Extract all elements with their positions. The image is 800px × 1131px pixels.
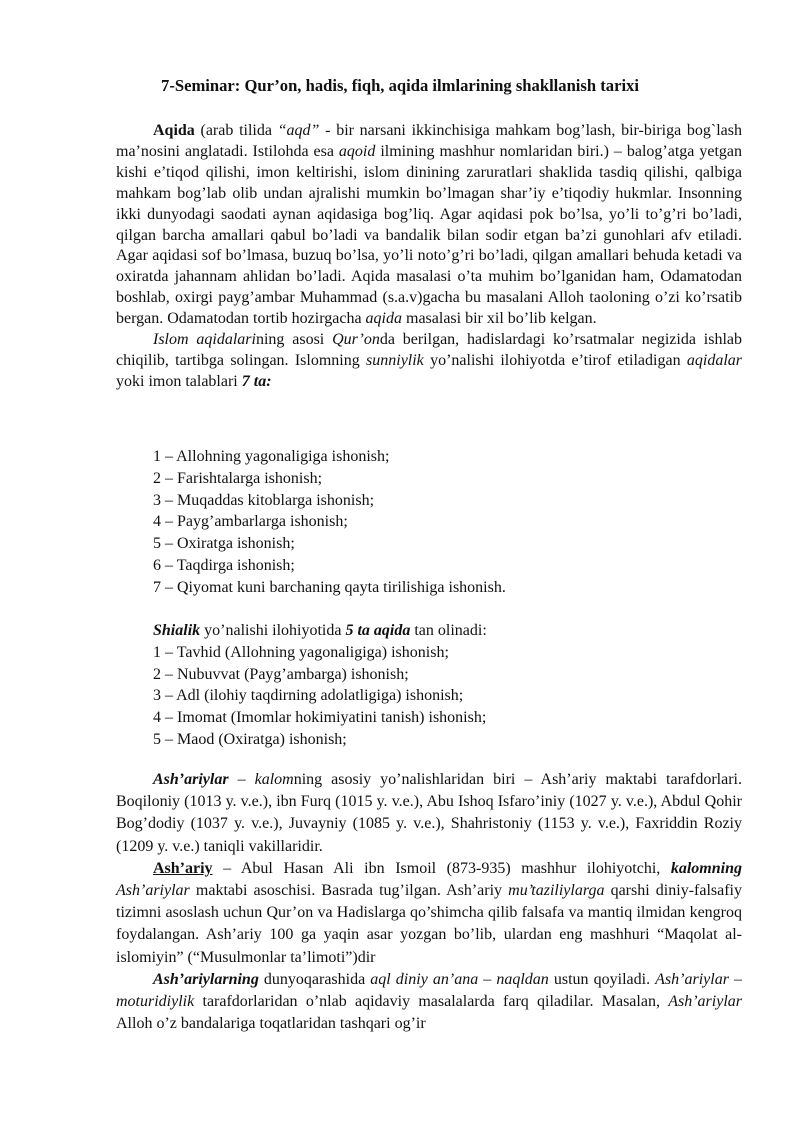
text-run: yoki imon talablari (116, 372, 242, 390)
term-islom-aqidalari: Islom aqidalari (153, 331, 256, 349)
list-item: 2 – Farishtalarga ishonish; (153, 469, 323, 487)
intro-block (116, 121, 742, 393)
term-ashariylar-italic-2: Ash’ariylar (668, 993, 742, 1011)
text-run: ning asosi (255, 331, 333, 349)
term-shialik: Shialik (153, 622, 201, 639)
text-run: (arab tilida (194, 122, 278, 139)
text-run: qarshi diniy-falsafiy tizimni asoslash uchun Qur’on va Hadislarga qo’shimcha qilib falsafa va mantiq ilmidan kengroq foydalangan. Ash’ariy 100 ga yaqin asar yozgan bo’lib, ulardan eng mashhuri “Maqolat al-islomiyin” (“Musulmonlar ta’limoti”)dir (116, 882, 742, 966)
text-run: masalasi bir xil bo’lib kelgan. (402, 310, 597, 328)
list-item: 5 – Maod (Oxiratga) ishonish; (153, 730, 347, 748)
sunni-aqida-list (153, 446, 742, 599)
asharia-block (116, 769, 742, 1035)
text-run: tarafdorlaridan o’nlab aqidaviy masalalarda farq qiladilar. Masalan, (194, 993, 669, 1011)
list-item: 1 – Allohning yagonaligiga ishonish; (153, 448, 390, 465)
text-run: tan olinadi: (410, 622, 487, 639)
count-five: 5 ta aqida (345, 622, 411, 639)
list-item: 7 – Qiyomat kuni barchaning qayta tirilishiga ishonish. (153, 578, 506, 596)
text-run: maktabi asoschisi. Basrada tug’ilgan. Ash’ariy (189, 882, 509, 900)
ashariylarning-paragraph (116, 969, 742, 1036)
text-run: ning asosiy yo’nalishlaridan biri – Ash’ariy maktabi tarafdorlari. Boqiloniy (1013 y. v.e.), ibn Furq (1015 y. v.e.), Abu Ishoq Isfaro’iniy (1027 y. v.e.), Abdul Qohir Bog’dodiy (1037 y. v.e.), Juvayniy (1085 y. v.e.), Shahristoniy (1153 y. v.e.), Faxriddin Roziy (1209 y. v.e.) taniqli vakillaridir. (116, 771, 743, 855)
text-run: yo’nalishi ilohiyotida (200, 622, 346, 639)
text-run: Alloh o’z bandalariga toqatlaridan tashqari og’ir (116, 1015, 426, 1033)
list-item: 1 – Tavhid (Allohning yagonaligiga) ishonish; (153, 643, 449, 661)
ashariylar-paragraph (116, 769, 742, 858)
text-run: ilmining mashhur nomlaridan biri.) – balog’atga yetgan kishi e’tiqod qilishi, imon keltirishi, islom dinining zaruratlari shaklida tasdiq qilishi, qalbiga mahkam bog’lab olib undan ajralishi mumkin bo’lmagan shar’iy e’tiqodiy hukmlar. Insonning ikki dunyodagi saodati aynan aqidasiga bog’liq. Agar aqidasi pok bo’lsa, yo’li to’g’ri bo’ladi, qilgan barcha amallari qabul bo’ladi va bandalik bilan sodir etgan ba’zi gunohlari afv etiladi. Agar aqidasi sof bo’lmasa, buzuq bo’lsa, yo’li noto’g’ri bo’ladi, qilgan amallari behuda ketadi va oxiratda jahannam ahlidan bo’ladi. Aqida masalasi o’ta muhim bo’lganidan ham, Odamatodan boshlab, oxirgi payg’ambar Muhammad (s.a.v)gacha bu masalani Alloh taoloning o’zi ko’rsatib bergan. Odamatodan tortib hozirgacha (116, 142, 742, 328)
islom-aqidalari-paragraph (116, 330, 742, 393)
text-run: – Abul Hasan Ali ibn Ismoil (873-935) mashhur ilohiyotchi, (212, 859, 671, 877)
term-aqidalar: aqidalar (686, 351, 742, 369)
list-item: 3 – Adl (ilohiy taqdirning adolatligiga) ishonish; (153, 687, 464, 705)
text-run: da berilgan, hadislardagi ko’rsatmalar negizida ishlab chiqilib, tartibga solingan. Islomning (116, 331, 743, 369)
list-item: 6 – Taqdirga ishonish; (153, 556, 295, 574)
term-ashariylar: Ash’ariylar (153, 771, 229, 788)
list-item: 4 – Imomat (Imomlar hokimiyatini tanish) ishonish; (153, 709, 487, 727)
text-run: yo’nalishi ilohiyotda e’tirof etiladigan (423, 351, 687, 369)
text-run: – (228, 771, 255, 788)
text-run: - bir narsani ikkinchisiga mahkam bog’lash, bir-biriga bog`lash ma’nosini anglatadi. Istilohda esa (116, 122, 742, 160)
term-ashariylarning: Ash’ariylarning (153, 970, 259, 988)
page-title: 7-Seminar: Qur’on, hadis, fiqh, aqida ilmlarining shakllanish tarixi (161, 76, 639, 95)
shia-aqida-list (153, 620, 742, 751)
term-sunniylik: sunniylik (366, 351, 424, 369)
shia-heading (153, 620, 742, 642)
list-item: 4 – Payg’ambarlarga ishonish; (153, 513, 348, 531)
term-ashariy: Ash’ariy (153, 859, 213, 877)
term-aqoid: aqoid (338, 142, 376, 160)
count-seven: 7 ta: (241, 372, 272, 390)
list-item: 3 – Muqaddas kitoblarga ishonish; (153, 491, 375, 509)
term-mutaziliylarga: mu’taziliylarga (508, 882, 605, 900)
aqida-definition-paragraph (116, 121, 742, 330)
term-aqida-italic: aqida (365, 310, 402, 328)
term-aql-naql: aql diniy an’ana – naqldan (370, 970, 549, 988)
term-aqida: Aqida (153, 122, 195, 139)
term-aqd: “aqd” (277, 122, 320, 139)
term-kalom: kalom (254, 771, 294, 788)
list-item: 2 – Nubuvvat (Payg’ambarga) ishonish; (153, 665, 409, 683)
ashariy-paragraph (116, 858, 742, 969)
text-run: dunyoqarashida (258, 970, 371, 988)
text-run: ustun qoyiladi. (548, 970, 656, 988)
term-ashariylar-italic: Ash’ariylar (116, 882, 190, 900)
term-quron: Qur’on (332, 331, 380, 349)
term-moturidiylik: Ash’ariylar – moturidiylik (116, 970, 743, 1011)
term-kalomning: kalomning (670, 859, 742, 877)
list-item: 5 – Oxiratga ishonish; (153, 535, 295, 553)
